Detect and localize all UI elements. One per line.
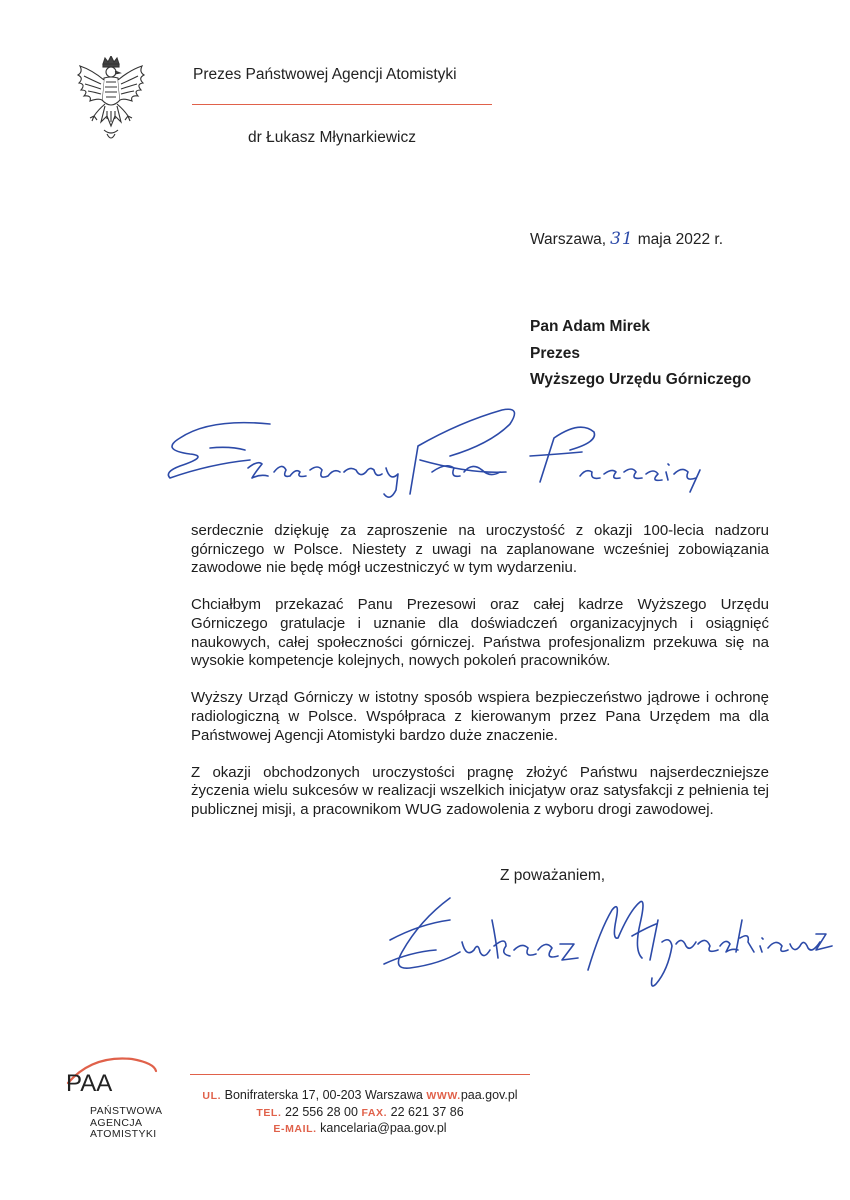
- email-link[interactable]: kancelaria@paa.gov.pl: [320, 1121, 447, 1135]
- footer-address-line: [190, 1088, 530, 1105]
- footer-email-line: [190, 1121, 530, 1138]
- tel-label: TEL.: [256, 1106, 282, 1119]
- footer-contact: [190, 1088, 530, 1138]
- polish-eagle-emblem-icon: [74, 56, 148, 144]
- address-value: Bonifraterska 17, 00-203 Warszawa: [224, 1088, 423, 1102]
- www-label: WWW.: [426, 1090, 461, 1102]
- footer-divider: [190, 1074, 530, 1075]
- address-label: UL.: [202, 1090, 222, 1102]
- footer-phone-line: [190, 1105, 530, 1122]
- closing: Z poważaniem,: [500, 867, 606, 884]
- fax-value: 22 621 37 86: [390, 1104, 464, 1119]
- body-paragraph-4: Z okazji obchodzonych uroczystości pragnę złożyć Państwu najserdeczniejsze życzenia wielu sukcesów w realizacji wszelkich inicjatyw oraz satysfakcji z pełnienia tej publicznej misji, a pracownikom WUG zadowolenia z wyboru drogi zawodowej.: [191, 763, 769, 818]
- office-title: Prezes Państwowej Agencji Atomistyki: [193, 66, 457, 83]
- addressee-office: Wyższego Urzędu Górniczego: [530, 371, 752, 388]
- date-day-handwritten: 31: [610, 229, 634, 249]
- logo-line-3: ATOMISTYKI: [90, 1128, 157, 1140]
- addressee-block: [530, 314, 751, 394]
- paa-logo: [62, 1053, 172, 1093]
- handwritten-signature: [380, 880, 835, 990]
- date-prefix: Warszawa,: [530, 231, 607, 248]
- email-label: E-MAIL.: [273, 1123, 317, 1135]
- body-paragraph-1: serdecznie dziękuję za zaproszenie na uroczystość z okazji 100-lecia nadzoru górniczego w Polsce. Niestety z uwagi na zaplanowane wcześniej zobowiązania zawodowe nie będę mógł uczestniczyć w tym wydarzeniu.: [191, 522, 769, 577]
- handwritten-salutation: [150, 398, 710, 506]
- logo-line-1: PAŃSTWOWA: [90, 1105, 163, 1117]
- header-divider: [192, 104, 492, 105]
- head-name: dr Łukasz Młynarkiewicz: [248, 129, 416, 146]
- body-paragraph-2: Chciałbym przekazać Panu Prezesowi oraz całej kadrze Wyższego Urzędu Górniczego gratulacje i uznanie dla doświadczeń organizacyjnych i osiągnięć naukowych, całej społeczności górniczej. Państwa profesjonalizm przekuwa się na wysokie kompetencje kolejnych, nowych pokoleń pracowników.: [191, 596, 769, 670]
- date-suffix: maja 2022 r.: [637, 231, 724, 248]
- www-link[interactable]: paa.gov.pl: [460, 1088, 518, 1102]
- body-paragraph-3: Wyższy Urząd Górniczy w istotny sposób wspiera bezpieczeństwo jądrowe i ochronę radiologiczną w Polsce. Współpraca z kierowanym przez Pana Urzędem ma dla Państwowej Agencji Atomistyki bardzo duże znaczenie.: [191, 689, 769, 744]
- fax-label: FAX.: [361, 1106, 388, 1119]
- paa-logo-mark: PAA: [66, 1070, 113, 1093]
- paa-logo-subtitle: [90, 1106, 162, 1141]
- tel-value: 22 556 28 00: [284, 1104, 358, 1119]
- addressee-title: Prezes: [530, 344, 580, 362]
- date-line: [530, 229, 723, 249]
- letter-body: [191, 522, 769, 838]
- addressee-name: Pan Adam Mirek: [530, 318, 651, 335]
- logo-line-2: AGENCJA: [90, 1116, 143, 1129]
